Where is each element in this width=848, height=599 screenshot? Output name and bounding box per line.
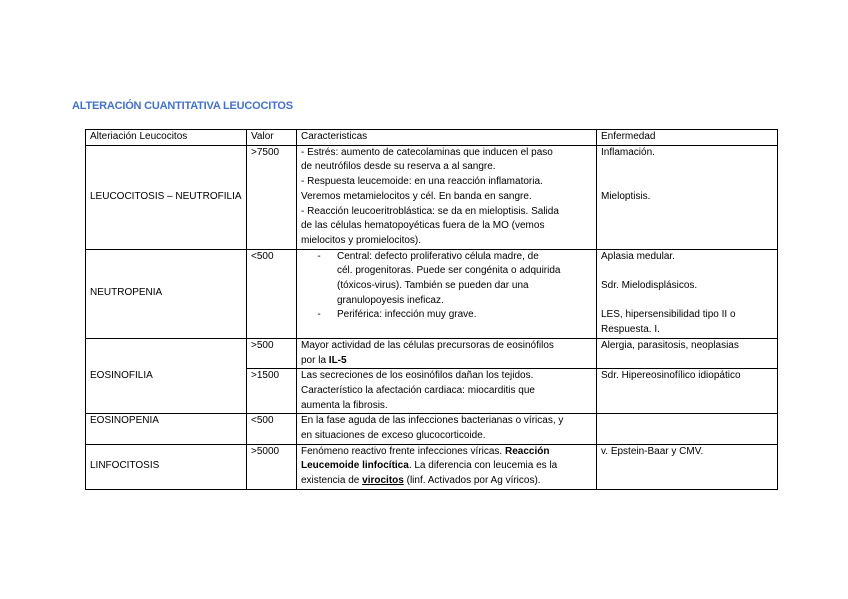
table-row-linfocitosis	[86, 444, 778, 489]
text-line: Central: defecto proliferativo célula madre, de	[337, 250, 539, 262]
text-line: de neutrófilos desde su reserva a al sangre.	[301, 161, 496, 173]
text-line: Veremos metamielocitos y cél. En banda en sangre.	[301, 190, 532, 202]
disease-line: Aplasia medular.	[601, 250, 675, 262]
caracteristicas-cell	[297, 249, 597, 338]
text-line: Mayor actividad de las células precursoras de eosinófilos	[301, 339, 554, 351]
text-line: mielocitos y promielocitos).	[301, 234, 422, 246]
table-row-eosinopenia	[86, 414, 778, 444]
enfermedad-cell: Sdr. Hipereosinofílico idiopático	[597, 369, 778, 414]
enfermedad-cell	[597, 145, 778, 249]
enfermedad-cell: Alergia, parasitosis, neoplasias	[597, 338, 778, 368]
valor-cell: <500	[247, 414, 297, 444]
header-enfermedad: Enfermedad	[597, 130, 778, 146]
bullet-central	[301, 250, 592, 309]
text-line: cél. progenitoras. Puede ser congénita o adquirida	[337, 265, 561, 277]
header-valor: Valor	[247, 130, 297, 146]
table-row-eosinofilia	[86, 338, 778, 368]
valor-cell: >500	[247, 338, 297, 368]
text-line: En la fase aguda de las infecciones bacterianas o víricas, y	[301, 415, 564, 427]
bullet-periferica	[301, 308, 592, 323]
text-line: - Reacción leucoeritroblástica: se da en mieloptisis. Salida	[301, 205, 559, 217]
disease-line: Mieloptisis.	[601, 190, 651, 202]
valor-cell: >7500	[247, 145, 297, 249]
table-header-row	[86, 130, 778, 146]
text-line: aumenta la fibrosis.	[301, 399, 388, 411]
alteracion-cell: EOSINOPENIA	[86, 414, 247, 444]
bullet-dash: -	[317, 309, 321, 321]
enfermedad-cell: v. Epstein-Baar y CMV.	[597, 444, 778, 489]
text-line: (tóxicos-virus). También se pueden dar una	[337, 280, 529, 292]
valor-cell: >5000	[247, 444, 297, 489]
enfermedad-cell	[597, 414, 778, 444]
header-caracteristicas: Caracteristicas	[297, 130, 597, 146]
caracteristicas-cell	[297, 338, 597, 368]
il5-bold: IL-5	[328, 354, 347, 366]
text-line: Leucemoide linfocítica. La diferencia con leucemia es la	[301, 460, 558, 472]
caracteristicas-cell	[297, 444, 597, 489]
caracteristicas-cell	[297, 145, 597, 249]
alteracion-cell: NEUTROPENIA	[86, 249, 247, 338]
text-line: - Estrés: aumento de catecolaminas que inducen el paso	[301, 146, 553, 158]
text-line: en situaciones de exceso glucocorticoide.	[301, 430, 486, 442]
caracteristicas-cell	[297, 369, 597, 414]
disease-line: Inflamación.	[601, 146, 655, 158]
virocitos-term: virocitos	[362, 475, 404, 487]
bullet-dash: -	[317, 250, 321, 262]
text-line: - Respuesta leucemoide: en una reacción inflamatoria.	[301, 176, 543, 188]
text-line: Característico la afectación cardiaca: miocarditis que	[301, 384, 535, 396]
leucocitos-table	[85, 129, 778, 490]
text-line: Las secreciones de los eosinófilos dañan los tejidos.	[301, 370, 534, 382]
valor-cell: <500	[247, 249, 297, 338]
text-line: Fenómeno reactivo frente infecciones víricas. Reacción	[301, 445, 550, 457]
disease-line: Sdr. Mielodisplásicos.	[601, 280, 698, 292]
enfermedad-cell	[597, 249, 778, 338]
alteracion-cell: LINFOCITOSIS	[86, 444, 247, 489]
disease-line: LES, hipersensibilidad tipo II o	[601, 309, 736, 321]
header-alteracion: Alteriación Leucocitos	[86, 130, 247, 146]
alteracion-cell: EOSINOFILIA	[86, 338, 247, 414]
text-line: granulopoyesis ineficaz.	[337, 294, 444, 306]
alteracion-cell: LEUCOCITOSIS – NEUTROFILIA	[86, 145, 247, 249]
table-row-leucocitosis	[86, 145, 778, 249]
disease-line: Respuesta. I.	[601, 324, 660, 336]
page-title: ALTERACIÓN CUANTITATIVA LEUCOCITOS	[72, 100, 293, 112]
text-line: existencia de virocitos (linf. Activados por Ag víricos).	[301, 475, 541, 487]
text-line: por la IL-5	[301, 354, 347, 366]
caracteristicas-cell	[297, 414, 597, 444]
text-line: Periférica: infección muy grave.	[337, 309, 477, 321]
table-row-neutropenia	[86, 249, 778, 338]
valor-cell: >1500	[247, 369, 297, 414]
text-line: de las células hematopoyéticas fuera de la MO (vemos	[301, 220, 545, 232]
